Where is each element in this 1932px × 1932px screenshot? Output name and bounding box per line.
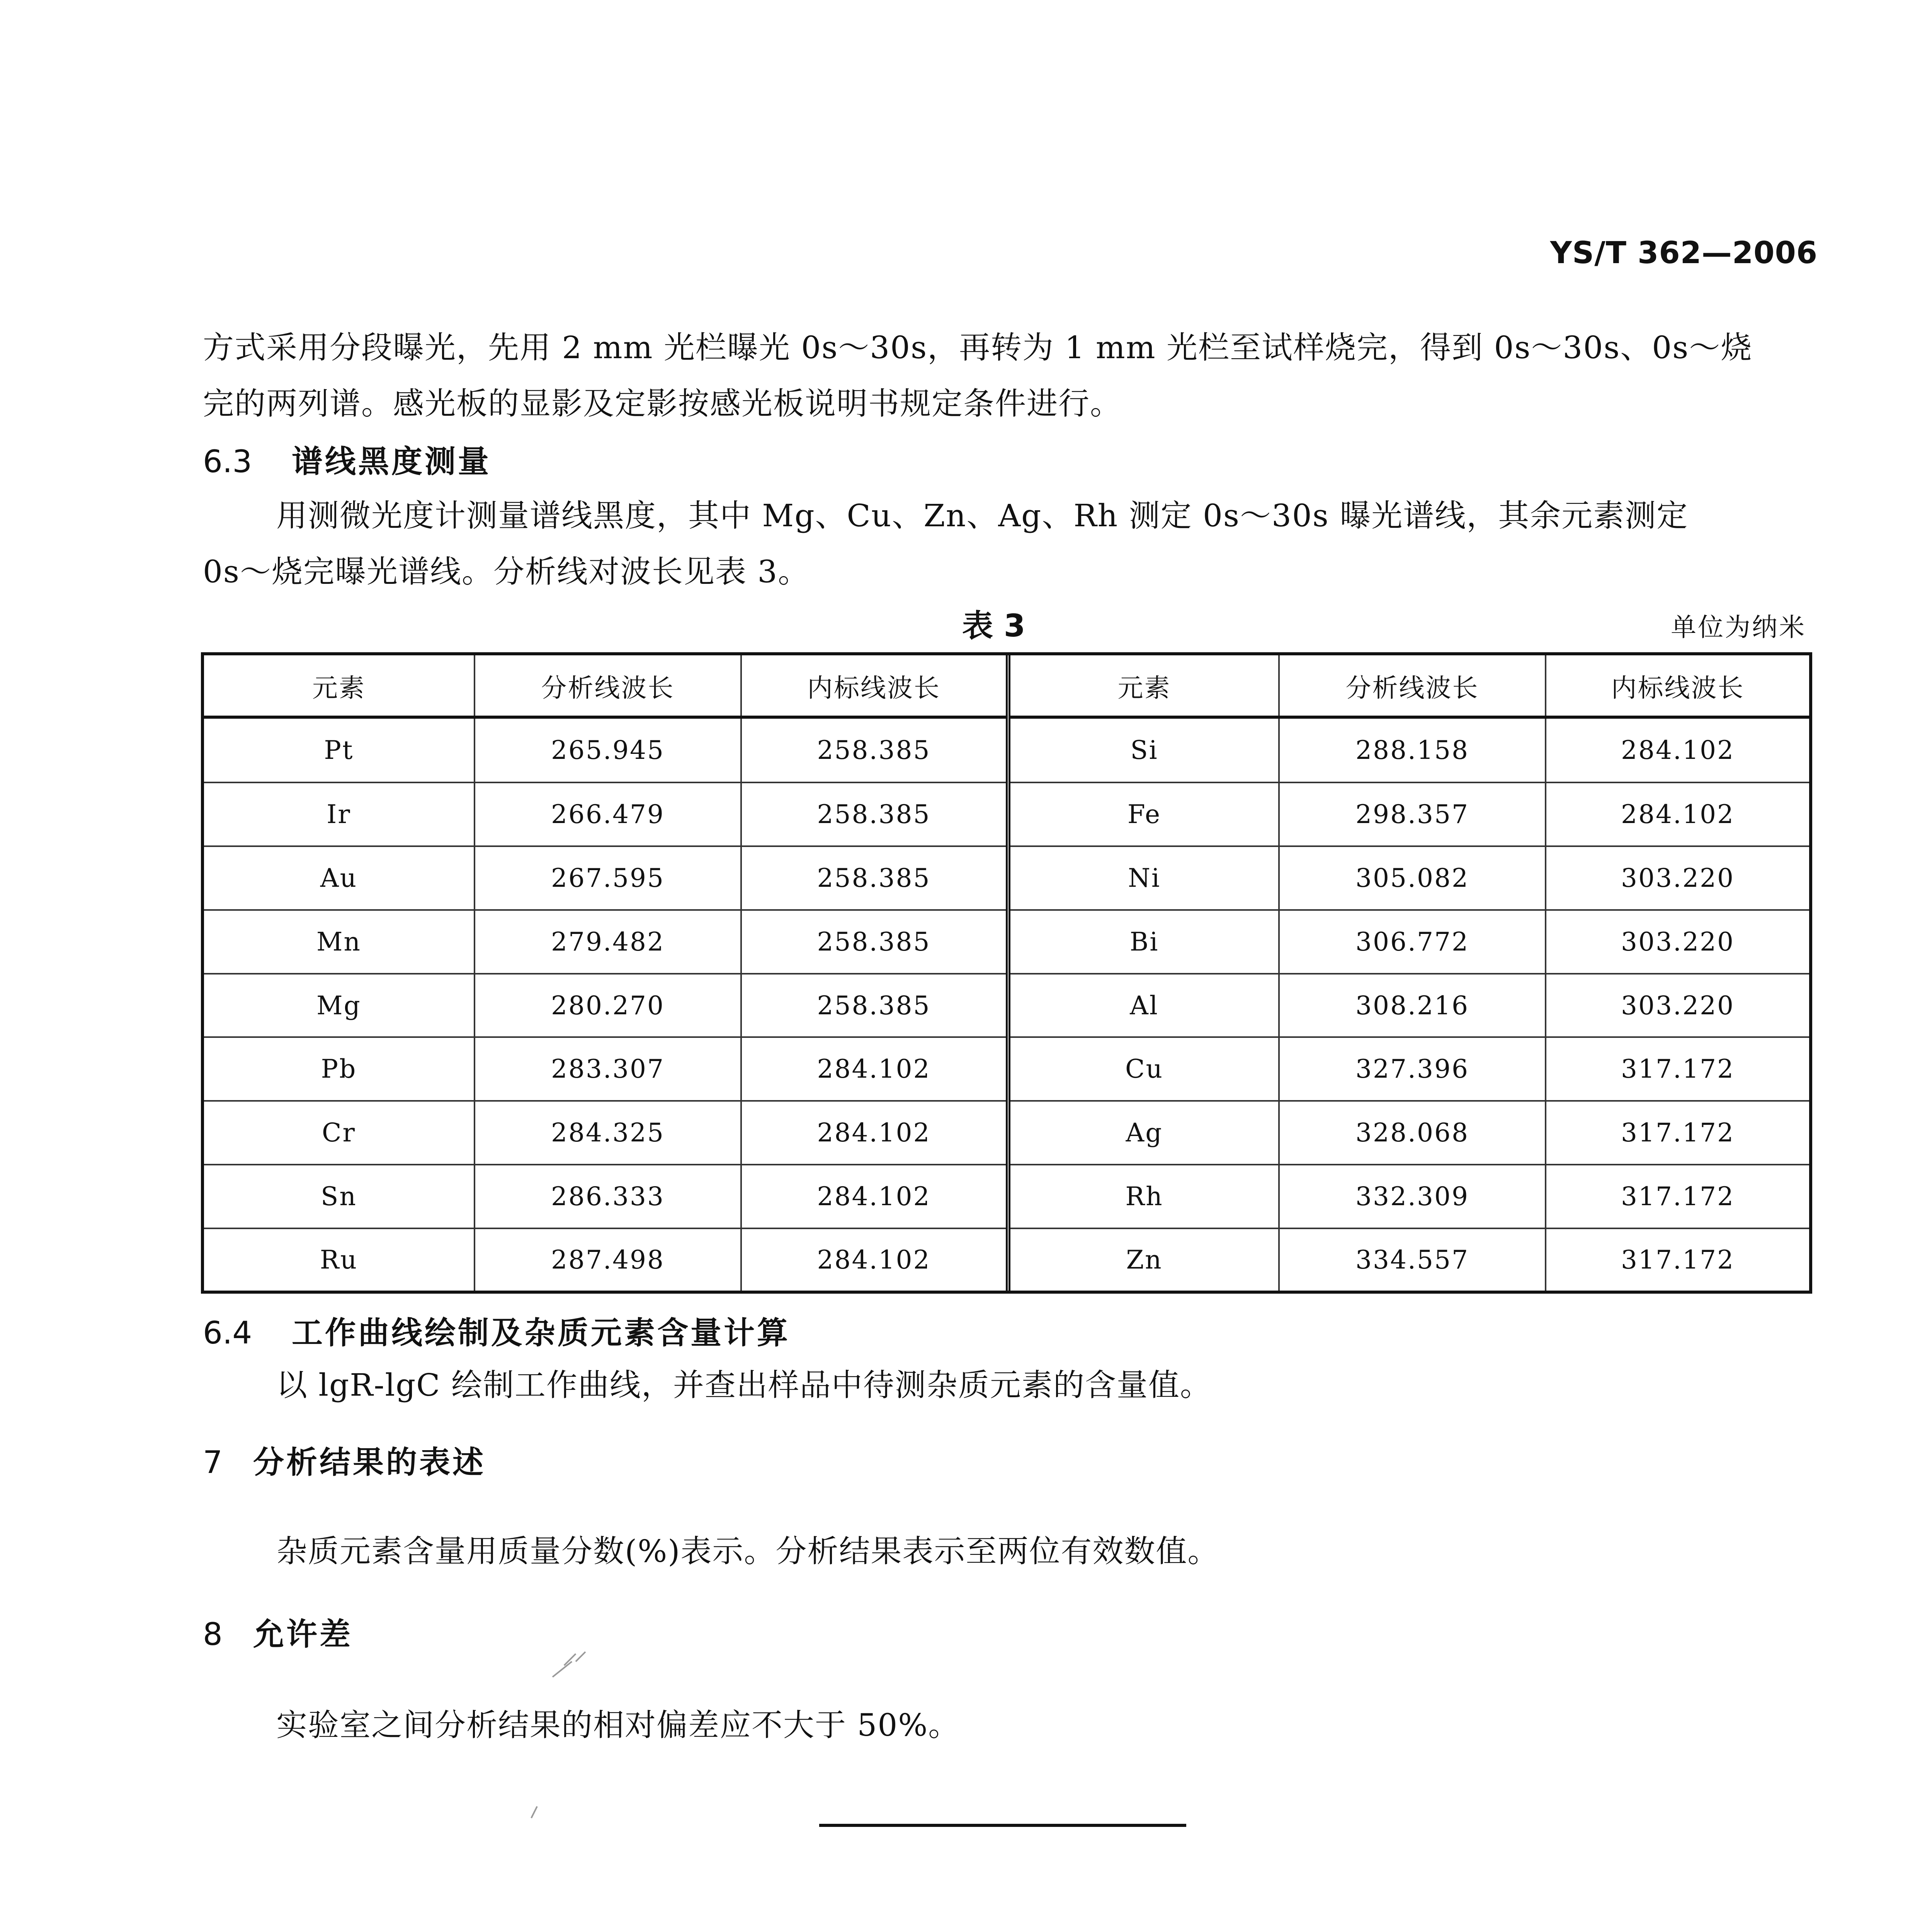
- cell-internal: 284.102: [741, 1228, 1006, 1291]
- column-header-internal-standard: 内标线波长: [741, 655, 1006, 717]
- table-double-divider: [1006, 655, 1010, 1291]
- cell-internal: 258.385: [741, 910, 1006, 974]
- cell-internal: 258.385: [741, 782, 1006, 846]
- table-row: [204, 910, 1006, 974]
- cell-analysis: 284.325: [474, 1101, 741, 1165]
- cell-internal: 284.102: [741, 1101, 1006, 1165]
- cell-analysis: 267.595: [474, 846, 741, 910]
- column-header-internal-standard: 内标线波长: [1546, 655, 1809, 717]
- cell-internal: 284.102: [1546, 782, 1809, 846]
- cell-internal: 258.385: [741, 846, 1006, 910]
- cell-element: Ir: [204, 782, 474, 846]
- cell-internal: 317.172: [1546, 1037, 1809, 1101]
- table-row: [204, 974, 1006, 1037]
- section-title: 工作曲线绘制及杂质元素含量计算: [292, 1315, 790, 1351]
- paragraph-working-curve: 以 lgR-lgC 绘制工作曲线，并查出样品中待测杂质元素的含量值。: [276, 1367, 1212, 1403]
- cell-analysis: 327.396: [1279, 1037, 1546, 1101]
- section-number: 7: [203, 1444, 223, 1480]
- paragraph-blackness-line1: 用测微光度计测量谱线黑度，其中 Mg、Cu、Zn、Ag、Rh 测定 0s～30s 曝光谱线，其余元素测定: [276, 498, 1689, 534]
- cell-element: Au: [204, 846, 474, 910]
- cell-internal: 303.220: [1546, 974, 1809, 1037]
- cell-element: Ru: [204, 1228, 474, 1291]
- section-title: 允许差: [253, 1616, 353, 1652]
- table-row: [1010, 782, 1809, 846]
- table-row: [204, 1228, 1006, 1291]
- cell-element: Rh: [1010, 1165, 1279, 1228]
- table-row: [204, 1101, 1006, 1165]
- cell-analysis: 280.270: [474, 974, 741, 1037]
- wavelength-table-left: [204, 655, 1006, 1291]
- cell-analysis: 266.479: [474, 782, 741, 846]
- cell-element: Cr: [204, 1101, 474, 1165]
- cell-internal: 258.385: [741, 717, 1006, 782]
- cell-element: Mg: [204, 974, 474, 1037]
- cell-element: Zn: [1010, 1228, 1279, 1291]
- column-header-element: 元素: [1010, 655, 1279, 717]
- cell-analysis: 305.082: [1279, 846, 1546, 910]
- table-row: [1010, 974, 1809, 1037]
- cell-element: Si: [1010, 717, 1279, 782]
- paragraph-exposure-line2: 完的两列谱。感光板的显影及定影按感光板说明书规定条件进行。: [203, 386, 1122, 422]
- cell-internal: 284.102: [741, 1165, 1006, 1228]
- scan-speck: [529, 1804, 541, 1820]
- paragraph-result-expression: 杂质元素含量用质量分数(%)表示。分析结果表示至两位有效数值。: [276, 1533, 1219, 1569]
- table-row: [1010, 846, 1809, 910]
- cell-analysis: 306.772: [1279, 910, 1546, 974]
- cell-element: Bi: [1010, 910, 1279, 974]
- cell-element: Ni: [1010, 846, 1279, 910]
- column-header-analysis-wavelength: 分析线波长: [1279, 655, 1546, 717]
- table-row: [204, 846, 1006, 910]
- cell-internal: 303.220: [1546, 846, 1809, 910]
- cell-analysis: 298.357: [1279, 782, 1546, 846]
- section-number: 8: [203, 1616, 223, 1652]
- cell-analysis: 288.158: [1279, 717, 1546, 782]
- cell-element: Ag: [1010, 1101, 1279, 1165]
- cell-analysis: 279.482: [474, 910, 741, 974]
- section-number: 6.4: [203, 1315, 252, 1351]
- table-row: [204, 1165, 1006, 1228]
- paragraph-exposure-line1: 方式采用分段曝光，先用 2 mm 光栏曝光 0s～30s，再转为 1 mm 光栏至试样烧完，得到 0s～30s、0s～烧: [203, 330, 1753, 366]
- cell-analysis: 283.307: [474, 1037, 741, 1101]
- cell-element: Sn: [204, 1165, 474, 1228]
- table-row: [1010, 1228, 1809, 1291]
- end-rule: [819, 1824, 1186, 1827]
- column-header-element: 元素: [204, 655, 474, 717]
- cell-analysis: 332.309: [1279, 1165, 1546, 1228]
- cell-internal: 317.172: [1546, 1165, 1809, 1228]
- cell-internal: 284.102: [1546, 717, 1809, 782]
- table-row: [1010, 910, 1809, 974]
- cell-element: Cu: [1010, 1037, 1279, 1101]
- cell-element: Pb: [204, 1037, 474, 1101]
- table-row: [204, 1037, 1006, 1101]
- wavelength-table-right: [1010, 655, 1809, 1291]
- cell-analysis: 308.216: [1279, 974, 1546, 1037]
- table-unit-note: 单位为纳米: [1671, 612, 1806, 642]
- cell-internal: 317.172: [1546, 1228, 1809, 1291]
- scan-speck: [549, 1650, 595, 1681]
- cell-internal: 317.172: [1546, 1101, 1809, 1165]
- section-heading-6-3: [203, 437, 491, 481]
- section-number: 6.3: [203, 444, 252, 480]
- cell-analysis: 265.945: [474, 717, 741, 782]
- cell-element: Mn: [204, 910, 474, 974]
- cell-analysis: 286.333: [474, 1165, 741, 1228]
- table-row: [204, 782, 1006, 846]
- cell-internal: 258.385: [741, 974, 1006, 1037]
- table-row: [1010, 1101, 1809, 1165]
- cell-element: Al: [1010, 974, 1279, 1037]
- column-header-analysis-wavelength: 分析线波长: [474, 655, 741, 717]
- cell-analysis: 334.557: [1279, 1228, 1546, 1291]
- wavelength-table: [201, 652, 1812, 1294]
- paragraph-tolerance: 实验室之间分析结果的相对偏差应不大于 50%。: [276, 1707, 960, 1743]
- section-title: 分析结果的表述: [253, 1444, 486, 1480]
- paragraph-blackness-line2: 0s～烧完曝光谱线。分析线对波长见表 3。: [203, 554, 810, 590]
- table-row: [1010, 1037, 1809, 1101]
- table-row: [204, 717, 1006, 782]
- cell-element: Fe: [1010, 782, 1279, 846]
- document-code: YS/T 362—2006: [1550, 236, 1818, 270]
- section-heading-8: [203, 1609, 353, 1654]
- cell-analysis: 287.498: [474, 1228, 741, 1291]
- table-row: [1010, 717, 1809, 782]
- section-heading-7: [203, 1437, 486, 1482]
- table-row: [1010, 1165, 1809, 1228]
- section-heading-6-4: [203, 1308, 790, 1352]
- cell-element: Pt: [204, 717, 474, 782]
- section-title: 谱线黑度测量: [292, 444, 491, 480]
- cell-analysis: 328.068: [1279, 1101, 1546, 1165]
- table-caption: 表 3: [962, 608, 1026, 644]
- cell-internal: 284.102: [741, 1037, 1006, 1101]
- cell-internal: 303.220: [1546, 910, 1809, 974]
